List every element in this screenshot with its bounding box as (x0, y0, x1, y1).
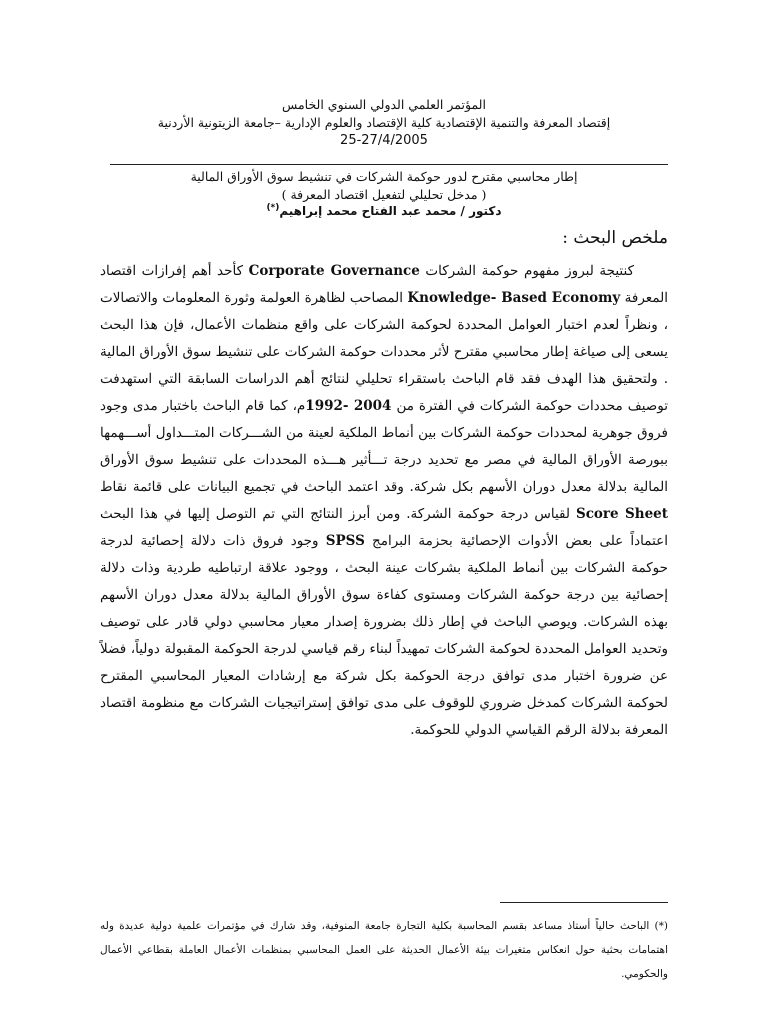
paper-title (100, 168, 668, 204)
conference-theme: إقتصاد المعرفة والتنمية الإقتصادية كلية الإقتصاد والعلوم الإدارية –جامعة الزيتونية الأردنية (157, 115, 611, 130)
conference-name: المؤتمر العلمي الدولي السنوي الخامس (282, 97, 486, 112)
paper-title-main: إطار محاسبي مقترح لدور حوكمة الشركات في تنشيط سوق الأوراق المالية (190, 169, 578, 184)
abstract-seg-1: كنتيجة لبروز مفهوم حوكمة الشركات (419, 263, 634, 279)
term-knowledge-economy: Knowledge- Based Economy (407, 290, 621, 306)
abstract-seg-4: م، كما قام الباحث باختبار مدى وجود فروق جوهرية لمحددات حوكمة الشركات بين أنماط الملكية لعينة من الشـــركات المتـــداول أســـهمها ببورصة الأوراق المالية في مصر مع تحديد درجة تـــأثير هـــذه المحددات على تنشيط سوق الأوراق المالية بدلالة معدل دوران الأسهم بكل شركة. وقد اعتمد الباحث في تجميع البيانات على قائمة نقاط (100, 398, 668, 495)
conference-header (100, 96, 668, 150)
footnote-text: (*) الباحث حالياً أستاذ مساعد بقسم المحاسبة بكلية التجارة جامعة المنوفية، وقد شارك في مؤتمرات علمية دولية عديدة وله اهتمامات بحثية حول انعكاس متغيرات بيئة الأعمال الحديثة على العمل المحاسبي بمنظمات الأعمال العاملة بقطاعي الأعمال والحكومي. (100, 920, 668, 980)
conference-date: 25-27/4/2005 (340, 133, 428, 148)
abstract-body (100, 258, 668, 744)
term-corporate-governance: Corporate Governance (248, 263, 420, 279)
author-name: دكتور / محمد عبد الفتاح محمد إبراهيم (279, 204, 502, 218)
term-spss: SPSS (325, 533, 365, 549)
study-period-years: 1992- 2004 (305, 398, 392, 414)
paper-title-sub: ( مدخل تحليلي لتفعيل اقتصاد المعرفة ) (281, 187, 487, 202)
abstract-seg-6: وجود فروق ذات دلالة إحصائية لدرجة حوكمة الشركات بين أنماط الملكية بشركات عينة البحث ، ووجود علاقة ارتباطيه طردية وذات دلالة إحصائية بين درجة حوكمة الشركات ومستوى كفاءة سوق الأوراق المالية بدلالة معدل دوران الأسهم بهذه الشركات. ويوصي الباحث في إطار ذلك بضرورة إصدار معيار محاسبي دولي قادر على توصيف وتحديد العوامل المحددة لحوكمة الشركات تمهيداً لبناء رقم قياسي لدرجة الحوكمة المقبولة دولياً، فضلاً عن ضرورة اختبار مدى توافق درجة الحوكمة بكل شركة مع إرشادات المعيار المحاسبي المقترح لحوكمة الشركات كمدخل ضروري للوقوف على مدى توافق إستراتيجيات الشركات مع منظومة اقتصاد المعرفة بدلالة الرقم القياسي الدولي للحوكمة. (100, 533, 668, 738)
header-divider (110, 164, 668, 165)
abstract-seg-2: كأحد أهم إفرازات اقتصاد المعرفة (100, 263, 668, 306)
abstract-seg-3: المصاحب لظاهرة العولمة وثورة المعلومات والاتصالات ، ونظراً لعدم اختبار العوامل المحددة لحوكمة الشركات على واقع منظمات الأعمال، فإن هذا البحث يسعى إلى صياغة إطار محاسبي مقترح لأثر محددات حوكمة الشركات على تنشيط سوق الأوراق المالية . ولتحقيق هذا الهدف فقد قام الباحث باستقراء تحليلي لنتائج أهم الدراسات السابقة التي استهدفت توصيف محددات حوكمة الشركات في الفترة من (100, 290, 669, 414)
author-line (100, 203, 668, 218)
term-score-sheet: Score Sheet (575, 506, 668, 522)
abstract-seg-5: لقياس درجة حوكمة الشركة. ومن أبرز النتائج التي تم التوصل إليها في هذا البحث اعتماداً على بعض الأدوات الإحصائية بحزمة البرامج (100, 506, 668, 549)
footnote-divider (500, 902, 668, 903)
abstract-heading: ملخص البحث : (562, 228, 668, 248)
author-footnote (100, 914, 668, 986)
author-footnote-marker: (*) (266, 203, 280, 213)
abstract-paragraph (100, 258, 668, 744)
